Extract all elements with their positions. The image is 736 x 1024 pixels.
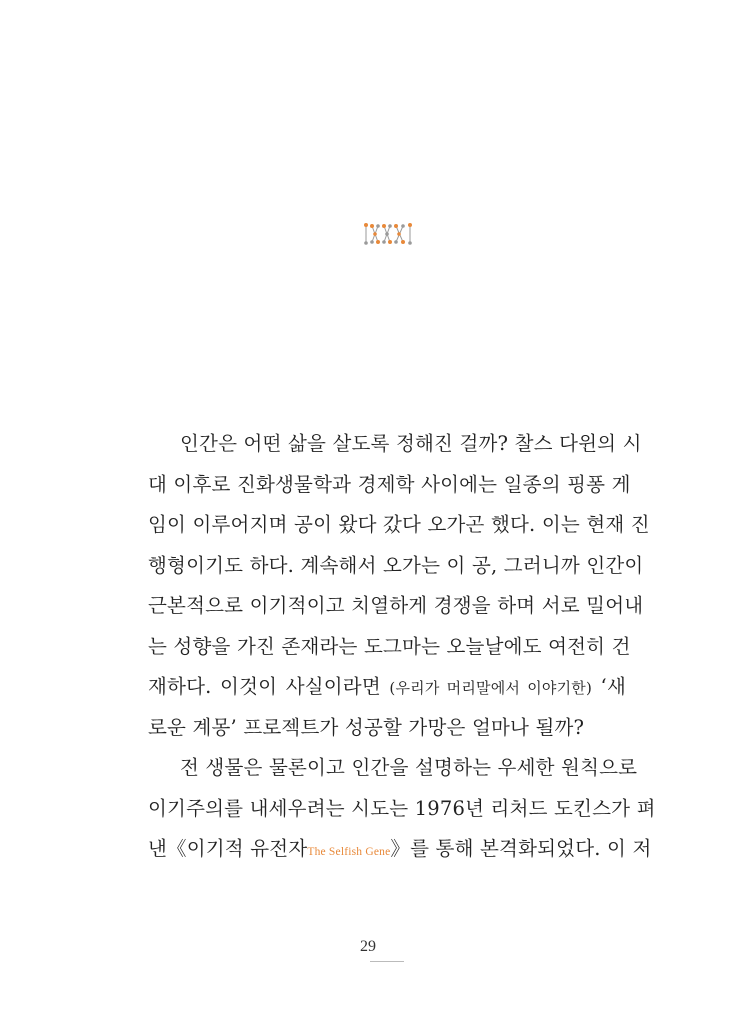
text-segment: ‘새 — [592, 675, 626, 698]
text-line: 이기주의를 내세우려는 시도는 1976년 리처드 도킨스가 펴 — [148, 796, 656, 820]
page-number-rule — [370, 961, 404, 962]
text-segment: 낸《이기적 유전자 — [148, 837, 308, 860]
text-line — [148, 667, 626, 708]
text-line: 전 생물은 물론이고 인간을 설명하는 우세한 원칙으로 — [180, 756, 638, 779]
text-line: 행형이기도 하다. 계속해서 오가는 이 공, 그러니까 인간이 — [148, 553, 644, 577]
english-title: The Selfish Gene — [307, 846, 391, 858]
text-line: 임이 이루어지며 공이 왔다 갔다 오가곤 했다. 이는 현재 진 — [148, 513, 650, 536]
text-line: 근본적으로 이기적이고 치열하게 경쟁을 하며 서로 밀어내 — [148, 594, 644, 617]
text-line: 는 성향을 가진 존재라는 도그마는 오늘날에도 여전히 건 — [148, 634, 631, 658]
dna-helix-icon — [363, 221, 413, 247]
body-text — [148, 424, 656, 870]
text-line: 대 이후로 진화생물학과 경제학 사이에는 일종의 핑퐁 게 — [148, 472, 631, 496]
text-segment: 재하다. 이것이 사실이라면 — [148, 675, 390, 698]
text-line — [148, 829, 652, 870]
text-line: 로운 계몽’ 프로젝트가 성공할 가망은 얼마나 될까? — [148, 715, 585, 739]
page-number: 29 — [360, 938, 376, 955]
text-segment: 》를 통해 본격화되었다. 이 저 — [390, 837, 652, 860]
text-line: 인간은 어떤 삶을 살도록 정해진 걸까? 찰스 다윈의 시 — [180, 432, 642, 455]
parenthetical-note: (우리가 머리말에서 이야기한) — [389, 679, 593, 697]
